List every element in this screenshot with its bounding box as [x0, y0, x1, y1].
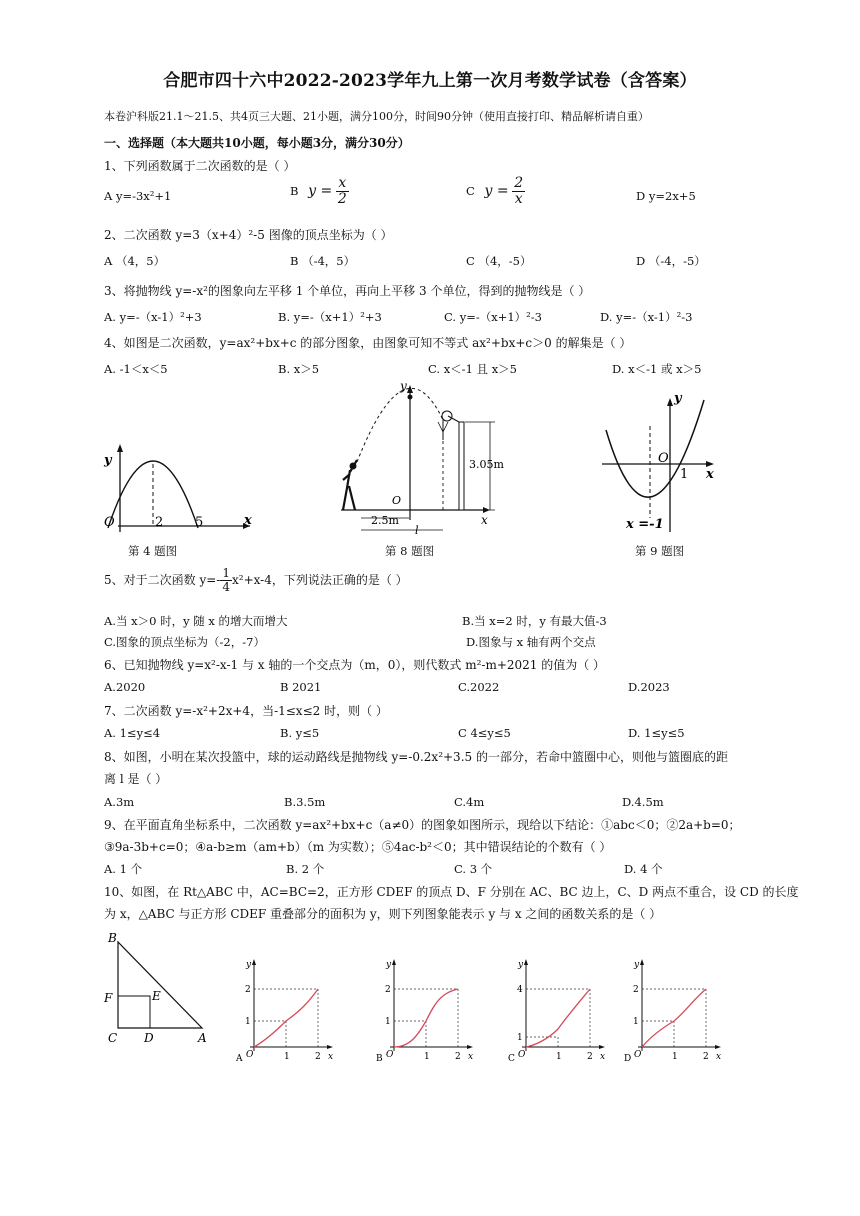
- hoop-height-label: 3.05m: [469, 458, 504, 471]
- y-axis-arrow: [252, 959, 256, 965]
- origin-label: O: [634, 1050, 642, 1060]
- player-icon: [343, 460, 357, 510]
- vertex-label-b: B: [108, 931, 117, 945]
- q7-option-d: D. 1≤y≤5: [628, 726, 685, 740]
- tick-label: 1: [284, 1052, 290, 1062]
- q6-option-d: D.2023: [628, 680, 670, 694]
- question-8-stem-line2: 离 l 是（ ）: [104, 772, 168, 786]
- tick-label: 1: [245, 1017, 251, 1027]
- option-letter: A: [236, 1054, 243, 1064]
- section-heading: 一、选择题（本大题共10小题，每小题3分，满分30分）: [104, 136, 410, 150]
- figure-8-caption: 第 8 题图: [385, 544, 435, 558]
- q8-option-d: D.4.5m: [622, 795, 664, 809]
- x-axis-arrow: [599, 1045, 605, 1049]
- y-axis-arrow: [524, 959, 528, 965]
- question-4-stem: 4、如图是二次函数，y=ax²+bx+c 的部分图象，由图象可知不等式 ax²+bx+c＞0 的解集是（ ）: [104, 336, 632, 350]
- question-10-stem-line1: 10、如图，在 Rt△ABC 中，AC=BC=2，正方形 CDEF 的顶点 D、F 分别在 AC、BC 边上，C、D 两点不重合，设 CD 的长度: [104, 885, 799, 899]
- figure-9-caption: 第 9 题图: [635, 544, 685, 558]
- y-axis-label: y: [518, 960, 524, 970]
- question-2-stem: 2、二次函数 y=3（x+4）²-5 图像的顶点坐标为（ ）: [104, 228, 393, 242]
- fraction-lhs: y =: [308, 182, 333, 199]
- tick-label: 1: [672, 1052, 678, 1062]
- q5-option-b: B.当 x=2 时，y 有最大值-3: [462, 614, 607, 628]
- tick-label: 2: [155, 515, 164, 530]
- tick-label: 5: [195, 515, 204, 530]
- x-axis-label: x: [328, 1052, 334, 1062]
- q8-option-c: C.4m: [454, 795, 485, 809]
- y-axis-arrow: [640, 959, 644, 965]
- question-9-stem-line1: 9、在平面直角坐标系中，二次函数 y=ax²+bx+c（a≠0）的图象如图所示，现给以下结论：①abc＜0；②2a+b=0；: [104, 818, 741, 832]
- square-cdef: [118, 996, 150, 1028]
- q4-option-a: A. -1＜x＜5: [104, 362, 168, 376]
- q6-option-c: C.2022: [458, 680, 500, 694]
- figure-4-graph: [100, 440, 260, 535]
- figure-9-graph: [598, 390, 723, 540]
- q10-graph-option-b: [376, 955, 476, 1067]
- question-8-stem-line1: 8、如图，小明在某次投篮中，球的运动路线是抛物线 y=-0.2x²+3.5 的一部分，若命中篮圈中心，则他与篮圈底的距: [104, 750, 728, 764]
- q8-option-b: B.3.5m: [284, 795, 326, 809]
- option-letter: C: [466, 183, 475, 198]
- x-axis-label: x: [600, 1052, 606, 1062]
- y-axis-label: y: [386, 960, 392, 970]
- fraction-lhs: y =: [484, 182, 509, 199]
- exam-subtitle: 本卷沪科版21.1～21.5、共4页三大题、21小题，满分100分，时间90分钟（使用直接打印、精品解析请自重）: [104, 110, 649, 123]
- denominator: 4: [222, 580, 230, 595]
- x-axis-label: x: [716, 1052, 722, 1062]
- q8-option-a: A.3m: [104, 795, 135, 809]
- q4-option-d: D. x＜-1 或 x＞5: [612, 362, 702, 376]
- question-6-stem: 6、已知抛物线 y=x²-x-1 与 x 轴的一个交点为（m，0），则代数式 m²-m+2021 的值为（ ）: [104, 658, 606, 672]
- tick-label: 2: [385, 985, 391, 995]
- x-axis-arrow: [327, 1045, 333, 1049]
- q3-option-d: D. y=-（x-1）²-3: [600, 310, 693, 324]
- x-axis-label: x: [481, 513, 488, 527]
- fraction: [512, 176, 525, 208]
- ball-trajectory: [357, 388, 443, 462]
- symmetry-axis-label: x =-1: [626, 517, 664, 532]
- question-5-stem: [104, 567, 408, 594]
- q9-option-d: D. 4 个: [624, 862, 663, 876]
- x-axis-label: x: [244, 513, 252, 528]
- denominator: x: [514, 191, 523, 208]
- tick-label: 1: [517, 1033, 523, 1043]
- numerator: x: [336, 176, 349, 192]
- origin-label: O: [386, 1050, 394, 1060]
- q2-option-d: D （-4，-5）: [636, 254, 706, 268]
- q7-option-b: B. y≤5: [280, 726, 320, 740]
- q2-option-a: A （4，5）: [104, 254, 166, 268]
- x-axis-label: x: [706, 467, 714, 482]
- tick-label: 2: [245, 985, 251, 995]
- tick-label: 1: [556, 1052, 562, 1062]
- option-letter: B: [290, 183, 299, 198]
- question-7-stem: 7、二次函数 y=-x²+2x+4，当-1≤x≤2 时，则（ ）: [104, 704, 388, 718]
- ball-icon: [408, 395, 413, 400]
- q1-option-c: [466, 176, 525, 208]
- tick-label: 1: [424, 1052, 430, 1062]
- q1-option-a: A y=-3x²+1: [104, 189, 172, 203]
- fraction: [336, 176, 349, 208]
- q5-option-d: D.图象与 x 轴有两个交点: [466, 635, 596, 649]
- q9-option-b: B. 2 个: [286, 862, 325, 876]
- fraction: [220, 567, 232, 594]
- question-10-stem-line2: 为 x，△ABC 与正方形 CDEF 重叠部分的面积为 y，则下列图象能表示 y 与 x 之间的函数关系的是（ ）: [104, 907, 662, 921]
- question-9-stem-line2: ③9a-3b+c=0；④a-b≥m（am+b）（m 为实数）；⑤4ac-b²＜0；其中错误结论的个数有（ ）: [104, 840, 612, 854]
- vertex-label-a: A: [198, 1031, 207, 1045]
- q6-option-a: A.2020: [104, 680, 146, 694]
- q10-graph-option-d: [624, 955, 724, 1067]
- q7-option-a: A. 1≤y≤4: [104, 726, 161, 740]
- q10-graph-option-a: [236, 955, 336, 1067]
- q3-option-c: C. y=-（x+1）²-3: [444, 310, 542, 324]
- y-axis-label: y: [674, 391, 682, 406]
- stem-prefix: 5、对于二次函数 y=-: [104, 573, 221, 588]
- y-axis-label: y: [246, 960, 252, 970]
- distance-label: 2.5m: [371, 514, 399, 527]
- option-letter: B: [376, 1054, 383, 1064]
- tick-label: 1: [385, 1017, 391, 1027]
- vertex-label-f: F: [104, 991, 113, 1005]
- vertex-label-d: D: [144, 1031, 154, 1045]
- y-axis-label: y: [400, 379, 407, 393]
- option-letter: C: [508, 1054, 515, 1064]
- q2-option-b: B （-4，5）: [290, 254, 356, 268]
- tick-label: 2: [315, 1052, 321, 1062]
- tick-label: 2: [587, 1052, 593, 1062]
- x-axis-arrow: [467, 1045, 473, 1049]
- basketball-hoop-icon: [438, 411, 464, 510]
- parabola-curve: [606, 400, 704, 497]
- triangle-abc: [118, 942, 202, 1028]
- q10-triangle-figure: [102, 928, 217, 1048]
- tick-label: 2: [633, 985, 639, 995]
- option-letter: D: [624, 1054, 632, 1064]
- denominator: 2: [337, 191, 347, 208]
- numerator: 2: [514, 175, 524, 191]
- x-axis-label: x: [468, 1052, 474, 1062]
- origin-label: O: [658, 451, 669, 466]
- tick-label: 4: [517, 985, 523, 995]
- origin-label: O: [518, 1050, 526, 1060]
- y-axis-label: y: [634, 960, 640, 970]
- question-1-stem: 1、下列函数属于二次函数的是（ ）: [104, 159, 296, 173]
- q2-option-c: C （4，-5）: [466, 254, 532, 268]
- origin-label: O: [246, 1050, 254, 1060]
- y-axis-arrow: [392, 959, 396, 965]
- question-3-stem: 3、将抛物线 y=-x²的图象向左平移 1 个单位，再向上平移 3 个单位，得到的抛物线是（ ）: [104, 284, 591, 298]
- page-title: 合肥市四十六中2022-2023学年九上第一次月考数学试卷（含答案）: [163, 71, 697, 91]
- tick-label: 2: [703, 1052, 709, 1062]
- q1-option-b: [290, 176, 349, 208]
- x-axis-arrow: [715, 1045, 721, 1049]
- q5-option-c: C.图象的顶点坐标为（-2，-7）: [104, 635, 265, 649]
- q6-option-b: B 2021: [280, 680, 322, 694]
- numerator: 1: [222, 566, 230, 580]
- q3-option-a: A. y=-（x-1）²+3: [104, 310, 202, 324]
- distance-l-label: l: [415, 524, 419, 537]
- q1-option-d: D y=2x+5: [636, 189, 696, 203]
- tick-label: 1: [680, 467, 689, 482]
- origin-label: O: [392, 494, 402, 507]
- tick-label: 1: [633, 1017, 639, 1027]
- figure-4-caption: 第 4 题图: [128, 544, 178, 558]
- q4-option-c: C. x＜-1 且 x＞5: [428, 362, 518, 376]
- stem-suffix: x²+x-4，下列说法正确的是（ ）: [231, 573, 408, 588]
- tick-label: 2: [455, 1052, 461, 1062]
- y-axis-label: y: [104, 453, 112, 468]
- q3-option-b: B. y=-（x+1）²+3: [278, 310, 382, 324]
- q4-option-b: B. x＞5: [278, 362, 320, 376]
- origin-label: O: [104, 515, 115, 530]
- figure-8-basketball: [335, 379, 504, 537]
- q9-option-c: C. 3 个: [454, 862, 493, 876]
- q7-option-c: C 4≤y≤5: [458, 726, 511, 740]
- vertex-label-e: E: [152, 989, 161, 1003]
- vertex-label-c: C: [108, 1031, 118, 1045]
- q9-option-a: A. 1 个: [104, 862, 143, 876]
- q5-option-a: A.当 x＞0 时，y 随 x 的增大而增大: [104, 614, 288, 628]
- q10-graph-option-c: [508, 955, 608, 1067]
